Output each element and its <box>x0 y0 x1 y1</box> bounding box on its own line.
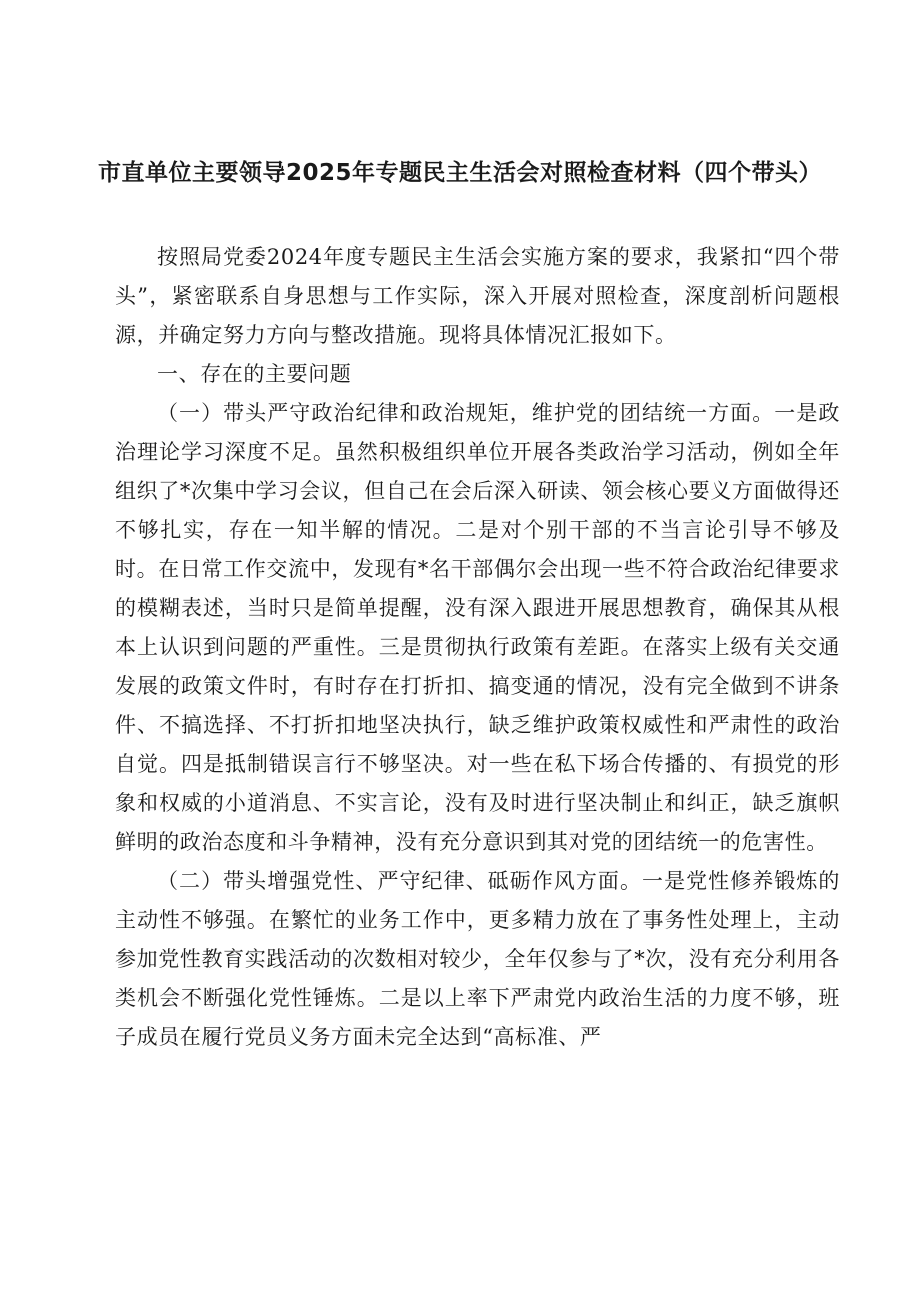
document-body <box>115 238 840 1057</box>
paragraph-1: （一）带头严守政治纪律和政治规矩，维护党的团结统一方面。一是政治理论学习深度不足。虽然积极组织单位开展各类政治学习活动，例如全年组织了*次集中学习会议，但自己在会后深入研读、领会核心要义方面做得还不够扎实，存在一知半解的情况。二是对个别干部的不当言论引导不够及时。在日常工作交流中，发现有*名干部偶尔会出现一些不符合政治纪律要求的模糊表述，当时只是简单提醒，没有深入跟进开展思想教育，确保其从根本上认识到问题的严重性。三是贯彻执行政策有差距。在落实上级有关交通发展的政策文件时，有时存在打折扣、搞变通的情况，没有完全做到不讲条件、不搞选择、不打折扣地坚决执行，缺乏维护政策权威性和严肃性的政治自觉。四是抵制错误言行不够坚决。对一些在私下场合传播的、有损党的形象和权威的小道消息、不实言论，没有及时进行坚决制止和纠正，缺乏旗帜鲜明的政治态度和斗争精神，没有充分意识到其对党的团结统一的危害性。 <box>115 401 840 854</box>
intro-paragraph: 按照局党委2024年度专题民主生活会实施方案的要求，我紧扣“四个带头”，紧密联系自身思想与工作实际，深入开展对照检查，深度剖析问题根源，并确定努力方向与整改措施。现将具体情况汇报如下。 <box>115 245 840 347</box>
paragraph-2: （二）带头增强党性、严守纪律、砥砺作风方面。一是党性修养锻炼的主动性不够强。在繁忙的业务工作中，更多精力放在了事务性处理上，主动参加党性教育实践活动的次数相对较少，全年仅参与了*次，没有充分利用各类机会不断强化党性锤炼。二是以上率下严肃党内政治生活的力度不够，班子成员在履行党员义务方面未完全达到“高标准、严 <box>115 869 840 1049</box>
section-heading: 一、存在的主要问题 <box>157 362 352 386</box>
document-title: 市直单位主要领导2025年专题民主生活会对照检查材料（四个带头） <box>97 160 822 186</box>
